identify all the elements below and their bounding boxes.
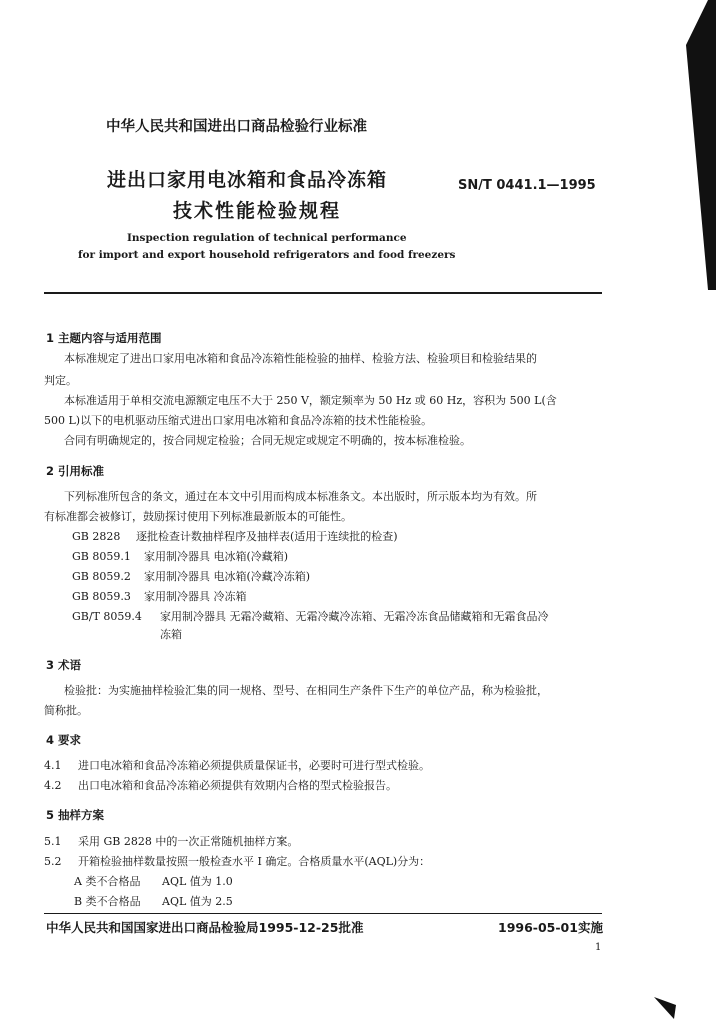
section-1-heading: 1 主题内容与适用范围 [46, 331, 162, 345]
section-1-paragraph-1a: 本标准规定了进出口家用电冰箱和食品冷冻箱性能检验的抽样、检验方法、检验项目和检验结果的 [64, 352, 537, 365]
aql-class-value: AQL 值为 1.0 [162, 875, 233, 888]
section-3-paragraph-1b: 简称批。 [44, 704, 88, 717]
clause-text: 进口电冰箱和食品冷冻箱必须提供质量保证书，必要时可进行型式检验。 [78, 759, 430, 772]
standard-number: SN/T 0441.1—1995 [458, 178, 596, 193]
aql-class-label: B 类不合格品 [74, 895, 141, 908]
clause-number: 4.2 [44, 779, 62, 792]
section-1-paragraph-3: 合同有明确规定的，按合同规定检验；合同无规定或规定不明确的，按本标准检验。 [64, 434, 471, 447]
section-2-heading: 2 引用标准 [46, 464, 105, 478]
approval-line: 中华人民共和国国家进出口商品检验局1995-12-25批准 [46, 920, 364, 935]
reference-title: 逐批检查计数抽样程序及抽样表(适用于连续批的检查) [136, 530, 398, 543]
section-4-heading: 4 要求 [46, 733, 82, 747]
page-number: 1 [595, 942, 602, 953]
section-5-heading: 5 抽样方案 [46, 808, 105, 822]
reference-code: GB/T 8059.4 [72, 610, 142, 623]
clause-text: 出口电冰箱和食品冷冻箱必须提供有效期内合格的型式检验报告。 [78, 779, 397, 792]
header-divider [44, 292, 602, 294]
section-2-paragraph-1a: 下列标准所包含的条文，通过在本文中引用而构成本标准条文。本出版时，所示版本均为有效。所 [64, 490, 537, 503]
section-2-paragraph-1b: 有标准都会被修订，鼓励探讨使用下列标准最新版本的可能性。 [44, 510, 352, 523]
reference-title: 家用制冷器具 无霜冷藏箱、无霜冷藏冷冻箱、无霜冷冻食品储藏箱和无霜食品冷 [160, 610, 549, 623]
reference-code: GB 2828 [72, 530, 121, 543]
section-1-paragraph-1b: 判定。 [44, 374, 77, 387]
corner-mark-arrow-icon [654, 997, 678, 1019]
reference-title: 家用制冷器具 电冰箱(冷藏冷冻箱) [144, 570, 311, 583]
clause-number: 4.1 [44, 759, 62, 772]
english-title-line1: Inspection regulation of technical performance [127, 232, 407, 244]
clause-number: 5.2 [44, 855, 62, 868]
english-title-line2: for import and export household refrigerators and food freezers [78, 249, 456, 261]
issuing-organization: 中华人民共和国进出口商品检验行业标准 [106, 119, 367, 135]
reference-title: 家用制冷器具 冷冻箱 [144, 590, 247, 603]
footer-divider [44, 913, 602, 914]
reference-code: GB 8059.1 [72, 550, 131, 563]
aql-class-value: AQL 值为 2.5 [162, 895, 233, 908]
scan-edge-mark [676, 0, 716, 290]
section-3-paragraph-1a: 检验批：为实施抽样检验汇集的同一规格、型号、在相同生产条件下生产的单位产品，称为检验批， [64, 684, 548, 697]
effective-date: 1996-05-01实施 [498, 920, 603, 935]
section-1-paragraph-2a: 本标准适用于单相交流电源额定电压不大于 250 V，额定频率为 50 Hz 或 60 Hz，容积为 500 L(含 [64, 394, 557, 407]
aql-class-label: A 类不合格品 [74, 875, 141, 888]
clause-number: 5.1 [44, 835, 62, 848]
clause-text: 采用 GB 2828 中的一次正常随机抽样方案。 [78, 835, 299, 848]
document-title-line1: 进出口家用电冰箱和食品冷冻箱 [107, 169, 388, 191]
reference-code: GB 8059.2 [72, 570, 131, 583]
section-3-heading: 3 术语 [46, 658, 82, 672]
reference-title: 家用制冷器具 电冰箱(冷藏箱) [144, 550, 289, 563]
reference-title-continuation: 冻箱 [160, 628, 182, 641]
clause-text: 开箱检验抽样数量按照一般检查水平 I 确定。合格质量水平(AQL)分为： [78, 855, 431, 868]
reference-code: GB 8059.3 [72, 590, 131, 603]
section-1-paragraph-2b: 500 L)以下的电机驱动压缩式进出口家用电冰箱和食品冷冻箱的技术性能检验。 [44, 414, 433, 427]
document-title-line2: 技术性能检验规程 [173, 200, 342, 222]
